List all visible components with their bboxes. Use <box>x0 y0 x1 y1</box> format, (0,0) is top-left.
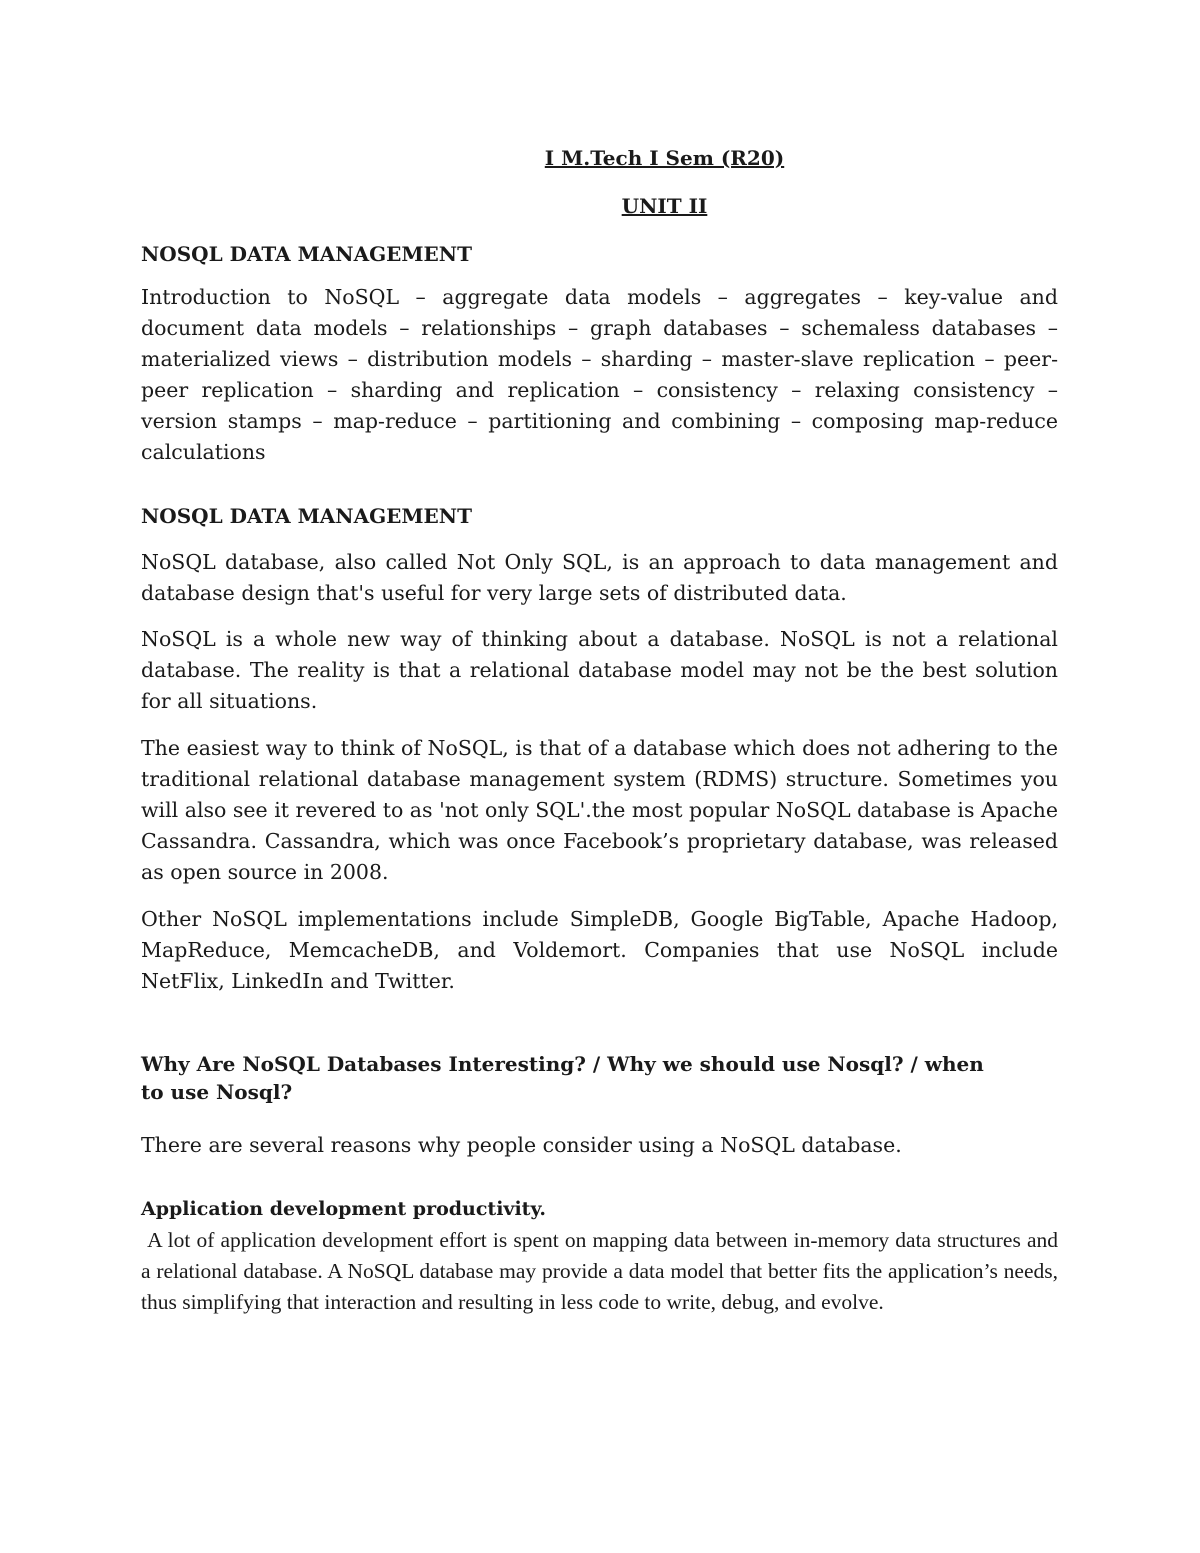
course-header: I M.Tech I Sem (R20) <box>544 146 785 170</box>
productivity-heading: Application development productivity. <box>141 1198 546 1220</box>
intro-paragraph-4: Other NoSQL implementations include SimpleDB, Google BigTable, Apache Hadoop, MapReduce, MemcacheDB, and Voldemort. Companies that use NoSQL include NetFlix, LinkedIn and Twitter. <box>141 907 1058 993</box>
intro-paragraph-1: NoSQL database, also called Not Only SQL, is an approach to data management and database design that's useful for very large sets of distributed data. <box>141 550 1058 605</box>
why-heading: Why Are NoSQL Databases Interesting? / Why we should use Nosql? / when to use Nosql? <box>141 1052 984 1104</box>
why-paragraph: There are several reasons why people consider using a NoSQL database. <box>141 1133 902 1157</box>
unit-header: UNIT II <box>621 194 708 218</box>
syllabus-topics: Introduction to NoSQL – aggregate data models – aggregates – key-value and document data models – relationships – graph databases – schemaless databases – materialized views – distribution models – sharding – master-slave replication – peer-peer replication – sharding and replication – consistency – relaxing consistency – version stamps – map-reduce – partitioning and combining – composing map-reduce calculations <box>141 285 1058 464</box>
intro-title: NOSQL DATA MANAGEMENT <box>141 504 472 528</box>
intro-paragraph-2: NoSQL is a whole new way of thinking about a database. NoSQL is not a relational database. The reality is that a relational database model may not be the best solution for all situations. <box>141 627 1058 713</box>
intro-paragraph-3: The easiest way to think of NoSQL, is that of a database which does not adhering to the traditional relational database management system (RDMS) structure. Sometimes you will also see it revered to as 'not only SQL'.the most popular NoSQL database is Apache Cassandra. Cassandra, which was once Facebook’s proprietary database, was released as open source in 2008. <box>141 736 1058 884</box>
syllabus-title: NOSQL DATA MANAGEMENT <box>141 242 472 266</box>
productivity-paragraph: A lot of application development effort is spent on mapping data between in-memory data structures and a relational database. A NoSQL database may provide a data model that better fits the application’s needs, thus simplifying that interaction and resulting in less code to write, debug, and evolve. <box>141 1228 1064 1314</box>
